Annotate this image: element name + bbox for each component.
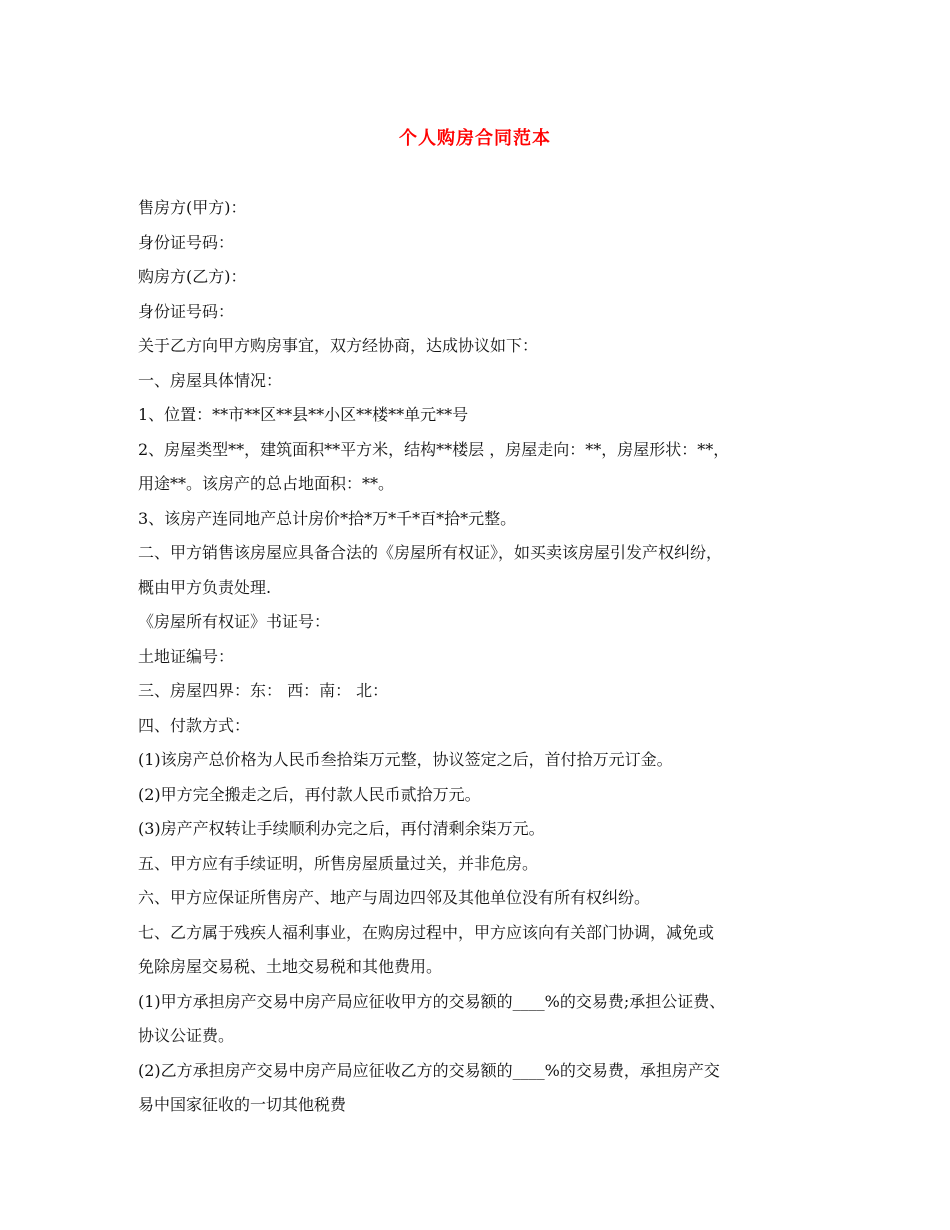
text-line: 土地证编号： [138,646,235,666]
text-line: 身份证号码： [138,301,235,321]
text-line: 三、房屋四界：东： 西：南： 北： [138,681,389,700]
text-line: 售房方(甲方)： [138,198,247,217]
text-line: (1)甲方承担房产交易中房产局应征收甲方的交易额的____%的交易费;承担公证费、 [138,991,726,1011]
text-line: 二、甲方销售该房屋应具备合法的《房屋所有权证》，如买卖该房屋引发产权纠纷， [138,543,723,562]
text-line: (3)房产产权转让手续顺利办完之后，再付清剩余柒万元。 [138,819,545,838]
text-line: (1)该房产总价格为人民币叁拾柒万元整，协议签定之后，首付拾万元订金。 [138,750,673,769]
text-line: 1、位置：**市**区**县**小区**楼**单元**号 [138,405,469,424]
text-line: 六、甲方应保证所售房产、地产与周边四邻及其他单位没有所有权纠纷。 [138,888,651,907]
text-line: 五、甲方应有手续证明，所售房屋质量过关，并非危房。 [138,853,539,873]
text-line: 2、房屋类型**，建筑面积**平方米，结构**楼层 ，房屋走向：**，房屋形状：**， [138,439,730,459]
text-line: 免除房屋交易税、土地交易税和其他费用。 [138,957,443,976]
text-line: (2)甲方完全搬走之后，再付款人民币贰拾万元。 [138,784,481,804]
text-line: 购房方(乙方)： [138,267,247,286]
document-body [138,191,838,1123]
text-line: 3、该房产连同地产总计房价*拾*万*千*百*拾*元整。 [138,508,517,528]
text-line: 七、乙方属于残疾人福利事业，在购房过程中，甲方应该向有关部门协调，减免或 [138,922,715,942]
text-line: 《房屋所有权证》书证号： [138,612,331,631]
text-line: 关于乙方向甲方购房事宜，双方经协商，达成协议如下： [138,336,539,355]
document-title: 个人购房合同范本 [399,128,551,149]
text-line: 身份证号码： [138,232,235,252]
text-line: 易中国家征收的一切其他税费 [138,1095,347,1114]
text-line: (2)乙方承担房产交易中房产局应征收乙方的交易额的____%的交易费，承担房产交 [138,1060,720,1080]
text-line: 一、房屋具体情况： [138,370,283,390]
text-line: 概由甲方负责处理. [138,577,272,597]
text-line: 四、付款方式： [138,715,251,735]
text-line: 协议公证费。 [138,1026,235,1045]
text-line: 用途**。该房产的总占地面积：**。 [138,474,395,493]
